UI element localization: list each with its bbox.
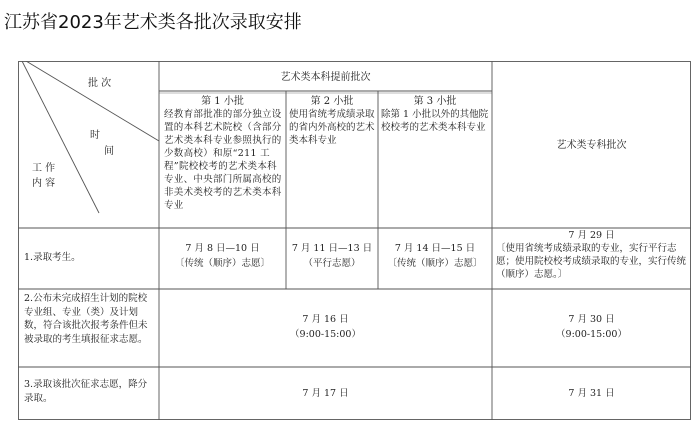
sub-batch-3-desc: 除第 1 小批以外的其他院校校考的艺术类本科专业 — [381, 109, 489, 133]
row-1-task: 1.录取考生。 — [24, 252, 81, 263]
row-1-specialist-date: 7 月 29 日 — [568, 230, 615, 241]
row-1-specialist-note: 〔使用省统考成绩录取的专业，实行平行志愿；使用院校校考成绩录取的专业，实行传统（顺序）志愿。〕 — [496, 243, 687, 280]
row-1-sub2-date: 7 月 11 日—13 日 — [291, 243, 373, 254]
row-1-sub2-note: （平行志愿） — [303, 258, 361, 269]
row-2-early-date: 7 月 16 日 — [302, 314, 349, 325]
sub-batch-2-desc: 使用省统考成绩录取的省内外高校的艺术类本科专业 — [289, 109, 375, 146]
row-1-sub3-note: 〔传统（顺序）志愿〕 — [387, 258, 483, 269]
schedule-table — [18, 61, 691, 420]
row-2-task: 2.公布未完成招生计划的院校专业组、专业（类）及计划数，符合该批次报考条件但未被录取的考生填报征求志愿。 — [24, 293, 148, 345]
corner-batch-label: 批 次 — [88, 78, 112, 89]
sub-batch-3-title: 第 3 小批 — [413, 96, 457, 107]
page-title: 江苏省2023年艺术类各批次录取安排 — [4, 12, 302, 33]
row-3-specialist-date: 7 月 31 日 — [568, 388, 615, 399]
corner-task-label-1: 工 作 — [32, 163, 56, 174]
sub-batch-1-desc: 经教育部批准的部分独立设置的本科艺术院校（含部分艺术类本科专业参照执行的少数高校）和原“211 工程”院校校考的艺术类本科专业、中央部门所属高校的非美术类校考的艺术类本科专业 — [164, 109, 282, 211]
row-1-sub1-date: 7 月 8 日—10 日 — [185, 243, 260, 254]
corner-time-label-1: 时 — [90, 130, 100, 141]
row-2-specialist-date: 7 月 30 日 — [568, 314, 615, 325]
corner-time-label-2: 间 — [104, 146, 114, 157]
row-3-early-date: 7 月 17 日 — [302, 388, 349, 399]
row-2-early-time: （9:00-15:00） — [290, 329, 361, 340]
early-batch-header: 艺术类本科提前批次 — [280, 72, 371, 83]
sub-batch-1-title: 第 1 小批 — [201, 96, 244, 107]
sub-batch-2-title: 第 2 小批 — [310, 96, 354, 107]
row-3-task: 3.录取该批次征求志愿，降分录取。 — [24, 379, 148, 404]
row-2-specialist-time: （9:00-15:00） — [556, 329, 627, 340]
specialist-batch-header: 艺术类专科批次 — [556, 140, 627, 151]
row-1-sub1-note: 〔传统（顺序）志愿〕 — [174, 258, 270, 269]
corner-task-label-2: 内 容 — [32, 178, 56, 189]
row-1-sub3-date: 7 月 14 日—15 日 — [394, 243, 476, 254]
